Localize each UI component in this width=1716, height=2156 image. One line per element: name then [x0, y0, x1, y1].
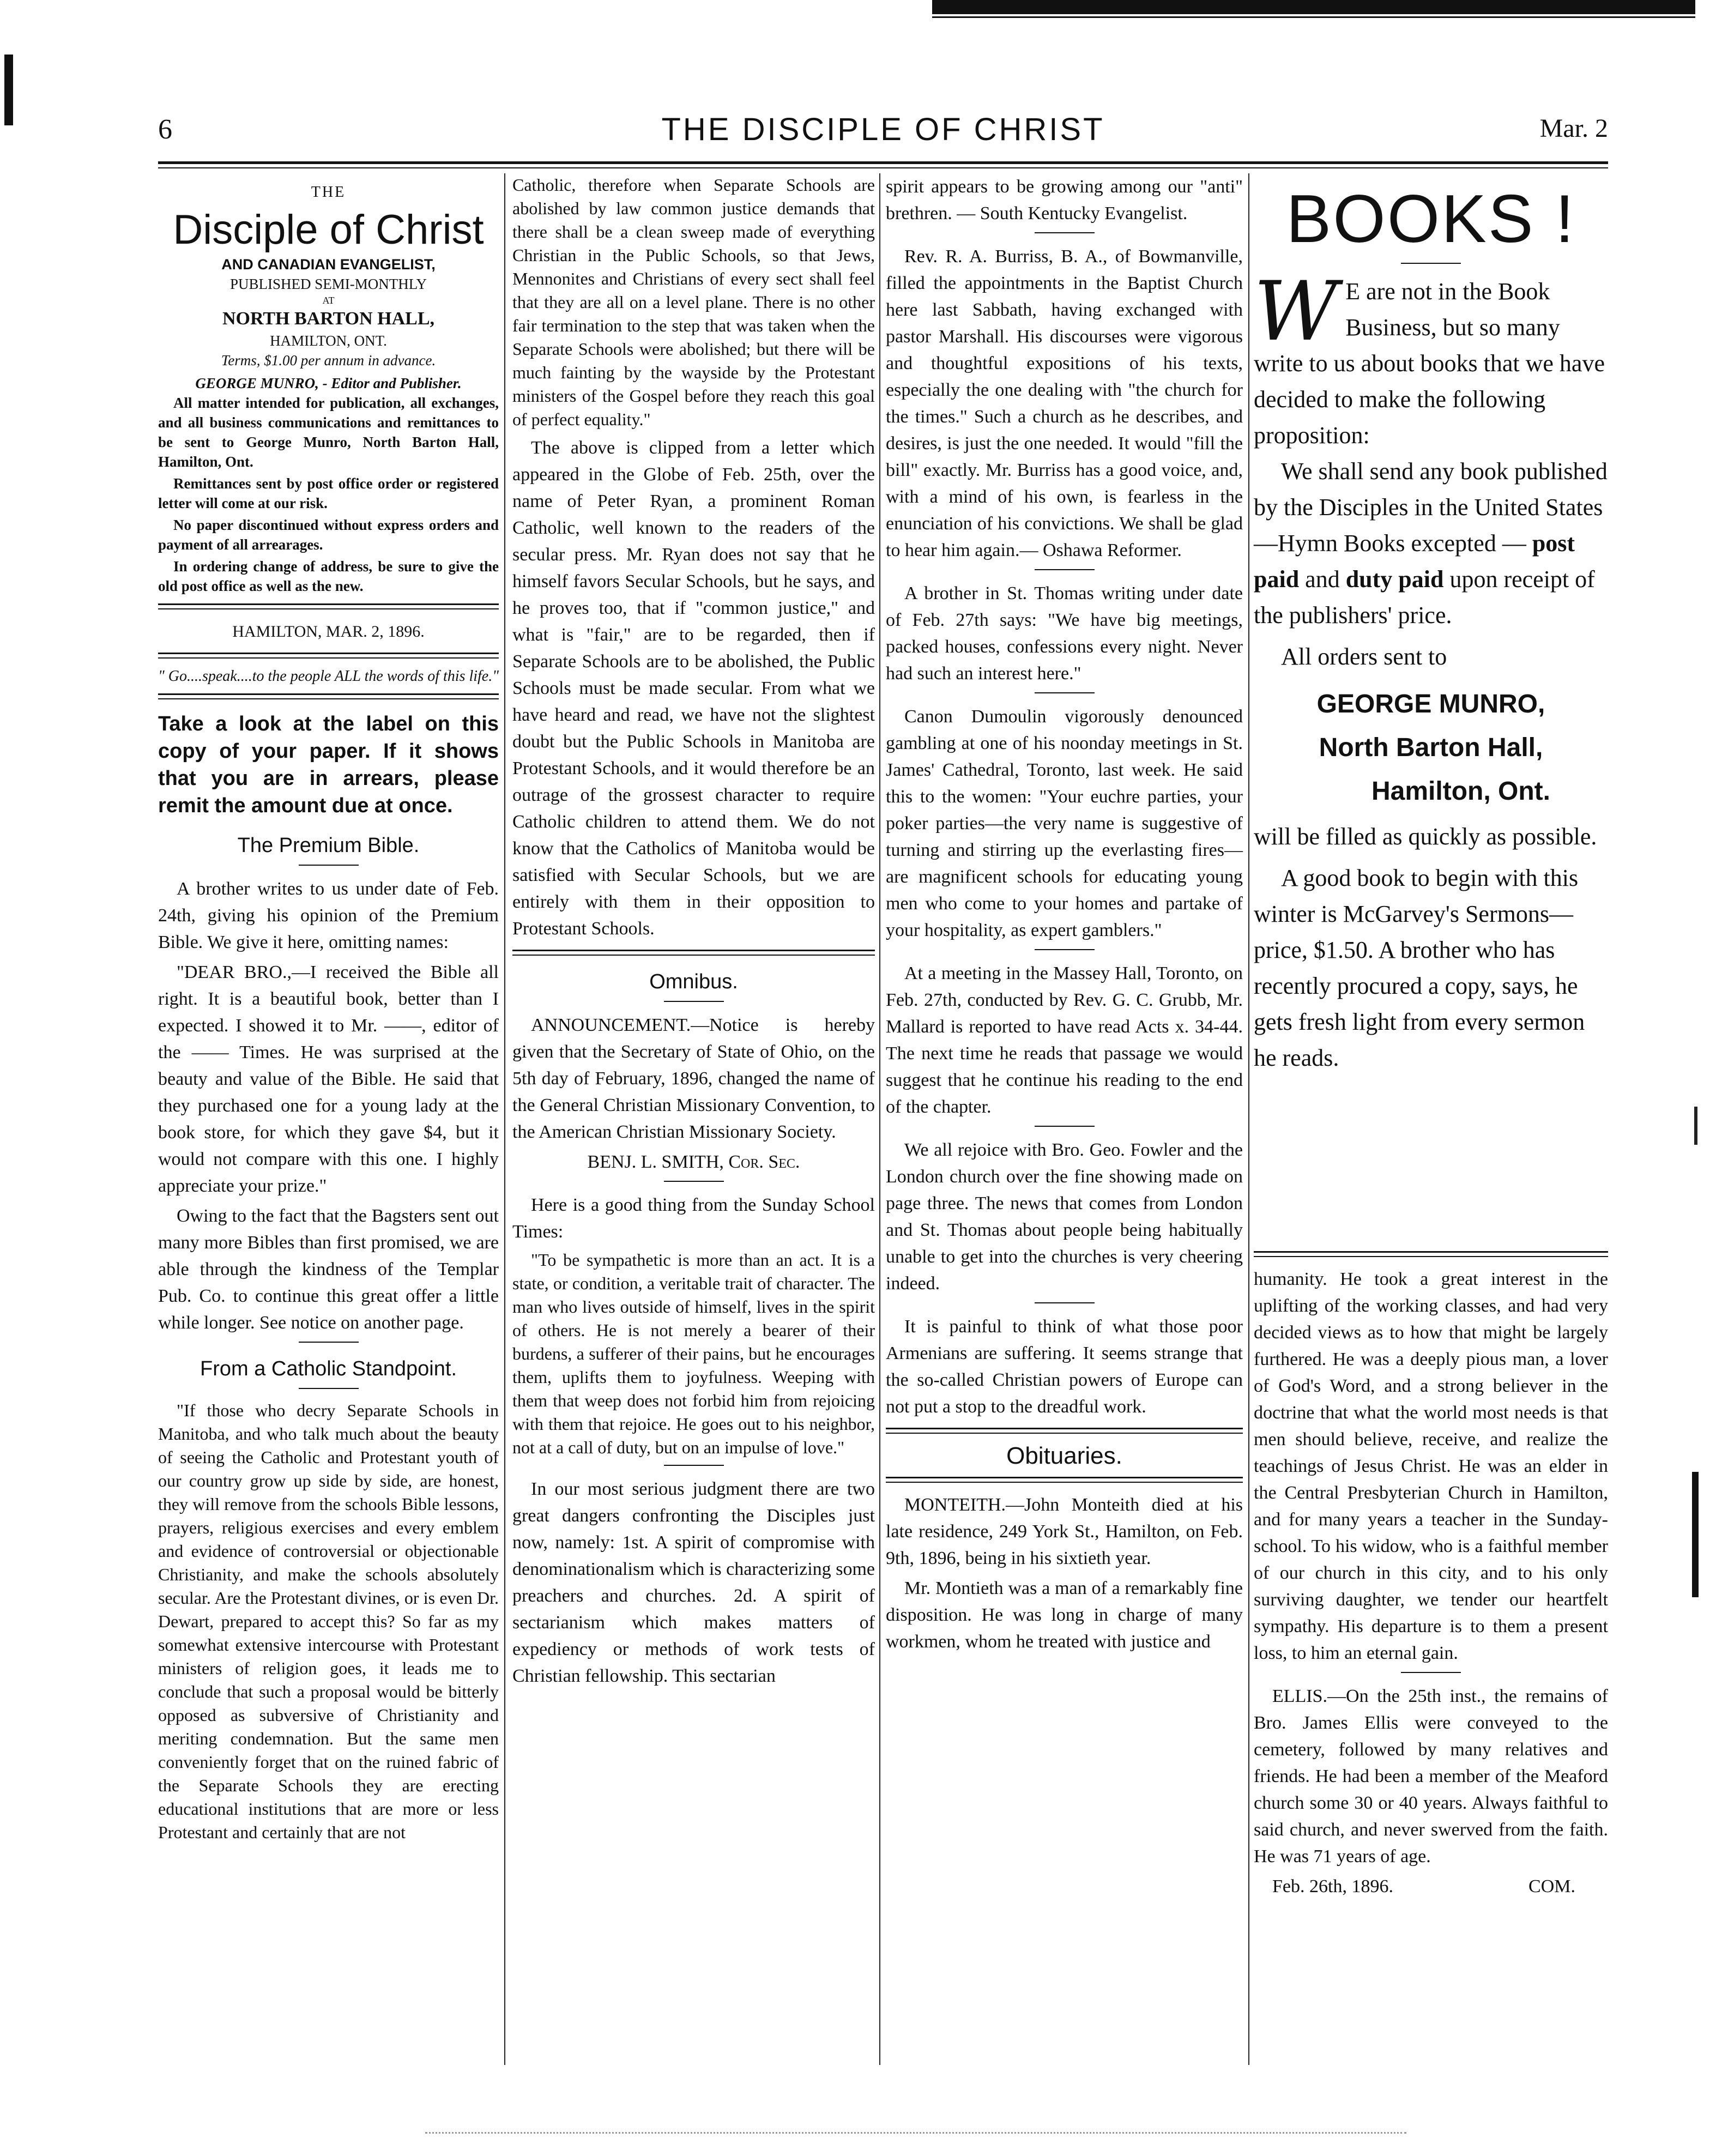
rule	[886, 1477, 1243, 1483]
arrears-notice: Take a look at the label on this copy of your paper. If it shows that you are in arrears, please remit the amount due at once.	[158, 712, 499, 817]
issue-date: Mar. 2	[1539, 114, 1608, 143]
masthead-published: PUBLISHED SEMI-MONTHLY	[229, 276, 427, 292]
column-rule	[1248, 173, 1249, 2065]
bottom-edge-marks	[425, 2129, 1406, 2134]
paragraph: A brother writes to us under date of Feb. 24th, giving his opinion of the Premium Bible. We give it here, omitting names:	[158, 879, 499, 952]
masthead-terms: Terms, $1.00 per annum in advance.	[221, 352, 436, 369]
masthead-the: THE	[311, 184, 346, 201]
column-1	[158, 173, 499, 1847]
paragraph: In our most serious judgment there are two great dangers confronting the Disciples just now, namely: 1st. A spirit of compromise with denominationalism which is characterizing some preachers and churches. 2d. A spirit of sectarianism which makes matters of expediency or methods of work tests of Christian fellowship. This sectarian	[512, 1479, 875, 1686]
dateline: HAMILTON, MAR. 2, 1896.	[232, 623, 425, 641]
rule	[1035, 232, 1095, 233]
rule	[1035, 1302, 1095, 1303]
rule	[158, 653, 499, 659]
masthead-title: Disciple of Christ	[173, 207, 484, 253]
motto: " Go....speak....to the people ALL the words of this life."	[158, 668, 499, 685]
paragraph: ANNOUNCEMENT.—Notice is hereby given that the Secretary of State of Ohio, on the 5th day of February, 1896, changed the name of the General Christian Missionary Convention, to the American Christian Missionary Society.	[512, 1015, 875, 1142]
paragraph: ELLIS.—On the 25th inst., the remains of Bro. James Ellis were conveyed to the cemetery, followed by many relatives and friends. He had been a member of the Meaford church some 30 or 40 years. Always faithful to said church, and never swerved from the faith. He was 71 years of age.	[1254, 1686, 1608, 1867]
running-title: THE DISCIPLE OF CHRIST	[661, 112, 1105, 147]
paragraph: Here is a good thing from the Sunday School Times:	[512, 1195, 875, 1242]
rule	[512, 950, 875, 956]
rule	[1035, 569, 1095, 570]
paragraph: "If those who decry Separate Schools in Manitoba, and who talk much about the beauty of seeing the Catholic and Protestant youth of our country grow up side by side, are honest, they will remove from the schools Bible lessons, prayers, religious exercises and every emblem and evidence of controversial or objectionable Christianity, and make the schools absolutely secular. Are the Protestant divines, or is even Dr. Dewart, prepared to accept this? So far as my somewhat extensive intercourse with Protestant ministers of religion goes, it leads me to conclude that such a proposal would be bitterly opposed as subversive of Christianity and meriting condemnation. But the same men conveniently forget that on the ruined fabric of the Separate Schools they are erecting educational institutions that are more or less Protestant and certainly that are not	[158, 1400, 499, 1842]
paragraph: A good book to begin with this winter is McGarvey's Sermons—price, $1.50. A brother who has recently procured a copy, says, he gets fresh light from every sermon he reads.	[1254, 865, 1585, 1071]
signature: BENJ. L. SMITH, Cor. Sec.	[587, 1152, 800, 1172]
rule	[299, 865, 359, 866]
masthead-editor: GEORGE MUNRO, - Editor and Publisher.	[195, 375, 462, 391]
section-heading: The Premium Bible.	[237, 834, 420, 857]
rule	[886, 1428, 1243, 1434]
column-4	[1254, 173, 1608, 1076]
paragraph: Owing to the fact that the Bagsters sent out many more Bibles than first promised, we are able through the kindness of the Templar Pub. Co. to continue this great offer a little while longer. See notice on another page.	[158, 1206, 499, 1333]
rule	[1035, 949, 1095, 950]
rule	[299, 1388, 359, 1389]
paragraph: We all rejoice with Bro. Geo. Fowler and the London church over the fine showing made on page three. The news that comes from London and St. Thomas about people being habitually unable to get into the churches is very cheering indeed.	[886, 1140, 1243, 1294]
paragraph: Mr. Montieth was a man of a remarkably fine disposition. He was long in charge of many workmen, whom he treated with justice and	[886, 1578, 1243, 1652]
paragraph: A brother in St. Thomas writing under date of Feb. 27th says: "We have big meetings, packed houses, confessions every night. Never had such an interest here."	[886, 583, 1243, 684]
masthead-hall: NORTH BARTON HALL,	[222, 309, 434, 329]
books-title: BOOKS !	[1286, 182, 1576, 257]
column-4-lower	[1254, 1251, 1608, 1903]
paragraph: We shall send any book published by the Disciples in the United States—Hymn Books excepted — post paid and duty paid upon receipt of the publishers' price.	[1254, 458, 1608, 629]
paragraph: It is painful to think of what those poor Armenians are suffering. It seems strange that the so-called Christian powers of Europe can not put a stop to the dreadful work.	[886, 1316, 1243, 1417]
masthead-note: No paper discontinued without express orders and payment of all arrearages.	[158, 517, 499, 553]
paragraph: "DEAR BRO.,—I received the Bible all right. It is a beautiful book, better than I expected. I showed it to Mr. ——, editor of the —— Times. He was surprised at the beauty and value of the Bible. He said that they purchased one for a young lady at the book store, for which they gave $4, but it would not compare with this one. I highly appreciate your prize."	[158, 962, 499, 1196]
section-heading: Omnibus.	[649, 970, 738, 993]
masthead-note: In ordering change of address, be sure to give the old post office as well as the new.	[158, 558, 499, 594]
books-advert	[1254, 264, 1608, 1076]
address-city: Hamilton, Ont.	[1371, 777, 1550, 806]
margin-mark-left	[4, 55, 13, 125]
address-hall: North Barton Hall,	[1319, 733, 1543, 762]
rule	[1035, 1126, 1095, 1127]
paragraph: "To be sympathetic is more than an act. It is a state, or condition, a veritable trait of character. The man who lives outside of himself, lives in the spirit of others. He is not merely a bearer of their burdens, a sufferer of their pains, but he encourages them, uplifts them to joyfulness. Weeping with them that weep does not forbid him from rejoicing with them that rejoice. He goes out to his neighbor, not at a call of duty, but on an impulse of love."	[512, 1250, 875, 1457]
paragraph: The above is clipped from a letter which appeared in the Globe of Feb. 25th, over the name of Peter Ryan, a prominent Roman Catholic, well known to the readers of the secular press. Mr. Ryan does not say that he himself favors Secular Schools, but he says, and he proves too, that if "common justice," and what is "fair," are to be regarded, then if Separate Schools are to be abolished, the Public Schools must be made secular. From what we have heard and read, we have not the slightest doubt but the Public Schools in Manitoba are Protestant Schools, and it would therefore be an outrage of the grossest character to require Catholic children to attend them. We do not know that the Catholics of Manitoba would be satisfied with Secular Schools, but we are entirely with them in their opposition to Protestant Schools.	[512, 438, 875, 939]
column-rule	[504, 173, 505, 2065]
rule	[1254, 1251, 1608, 1257]
rule	[664, 1465, 724, 1466]
paragraph: W E are not in the Book Business, but so many write to us about books that we have decided to make the following proposition:	[1254, 264, 1605, 449]
rule	[664, 1001, 724, 1002]
paragraph: humanity. He took a great interest in the uplifting of the working classes, and had very decided views as to how that might be largely furthered. He was a deeply pious man, a lover of God's Word, and a strong believer in the doctrine that what the world most needs is that men should believe, receive, and realize the teachings of Jesus Christ. He was an elder in the Central Presbyterian Church in Hamilton, and for many years a teacher in the Sunday-school. To his widow, who is a faithful member of our church in this city, and to his only surviving daughter, we tender our heartfelt sympathy. His departure is to them a present loss, to him an eternal gain.	[1254, 1269, 1608, 1663]
rule	[1401, 1672, 1461, 1673]
paragraph: will be filled as quickly as possible.	[1254, 823, 1597, 850]
page-number: 6	[158, 114, 172, 145]
masthead	[158, 179, 499, 699]
top-border-line	[932, 16, 1695, 18]
rule	[158, 603, 499, 609]
rule	[158, 693, 499, 699]
obituaries-heading: Obituaries.	[1006, 1442, 1122, 1469]
masthead-city: HAMILTON, ONT.	[270, 333, 387, 349]
rule	[299, 1342, 359, 1343]
masthead-subtitle: AND CANADIAN EVANGELIST,	[221, 256, 436, 273]
address-name: GEORGE MUNRO,	[1316, 690, 1545, 718]
paragraph: Feb. 26th, 1896. COM.	[1272, 1876, 1575, 1897]
masthead-note: Remittances sent by post office order or registered letter will come at our risk.	[158, 475, 499, 511]
column-3	[886, 173, 1243, 1658]
paragraph: All orders sent to	[1281, 643, 1447, 670]
rule	[1401, 263, 1461, 264]
column-rule	[879, 173, 880, 2065]
paragraph: spirit appears to be growing among our "anti" brethren. — South Kentucky Evangelist.	[886, 177, 1243, 224]
paragraph: MONTEITH.—John Monteith died at his late residence, 249 York St., Hamilton, on Feb. 9th, 1896, being in his sixtieth year.	[886, 1495, 1243, 1568]
rule	[1035, 692, 1095, 693]
paragraph: At a meeting in the Massey Hall, Toronto, on Feb. 27th, conducted by Rev. G. C. Grubb, Mr. Mallard is reported to have read Acts x. 34-44. The next time he reads that passage we would suggest that he continue his reading to the end of the chapter.	[886, 963, 1243, 1117]
rule	[664, 1181, 724, 1182]
paragraph: Catholic, therefore when Separate Schools are abolished by law common justice demands that there shall be a clean sweep made of everything Christian in the Public Schools, so that Jews, Mennonites and Christians of every sect shall feel that they are all on a level plane. There is no other fair termination to the step that was taken when the Separate Schools were abolished; but there will be much fainting by the wayside by the Protestant ministers of the Gospel before they reach this goal of perfect equality."	[512, 175, 875, 429]
masthead-note: All matter intended for publication, all exchanges, and all business communications and remittances to be sent to George Munro, North Barton Hall, Hamilton, Ont.	[158, 395, 499, 470]
paragraph: Rev. R. A. Burriss, B. A., of Bowmanville, filled the appointments in the Baptist Church here last Sabbath, having exchanged with pastor Marshall. His discourses were vigorous and thoughtful expositions of his texts, especially the one dealing with "the church for the times." Such a church as he describes, and desires, is just the one needed. It would "fill the bill" exactly. Mr. Burriss has a good voice, and, with a mind of his own, is fearless in the enunciation of his convictions. We shall be glad to hear him again.— Oshawa Reformer.	[886, 246, 1243, 560]
column-2	[512, 173, 875, 1693]
header-rule	[158, 161, 1608, 168]
margin-mark-right	[1694, 1107, 1697, 1145]
drop-cap: W	[1254, 264, 1338, 359]
margin-mark-right-lower	[1692, 1472, 1699, 1597]
paragraph: Canon Dumoulin vigorously denounced gambling at one of his noonday meetings in St. James' Cathedral, Toronto, last week. He said this to the women: "Your euchre parties, your poker parties—the very name is suggestive of turning and stirring up the everlasting fires—are magnificent schools for educating young men who come to your homes and partake of your hospitality, as expert gamblers."	[886, 706, 1243, 940]
page-header	[158, 104, 1608, 153]
masthead-at: AT	[322, 295, 335, 306]
section-heading: From a Catholic Standpoint.	[200, 1357, 457, 1380]
masthead-notes	[158, 393, 499, 596]
top-border-bar	[932, 0, 1695, 14]
